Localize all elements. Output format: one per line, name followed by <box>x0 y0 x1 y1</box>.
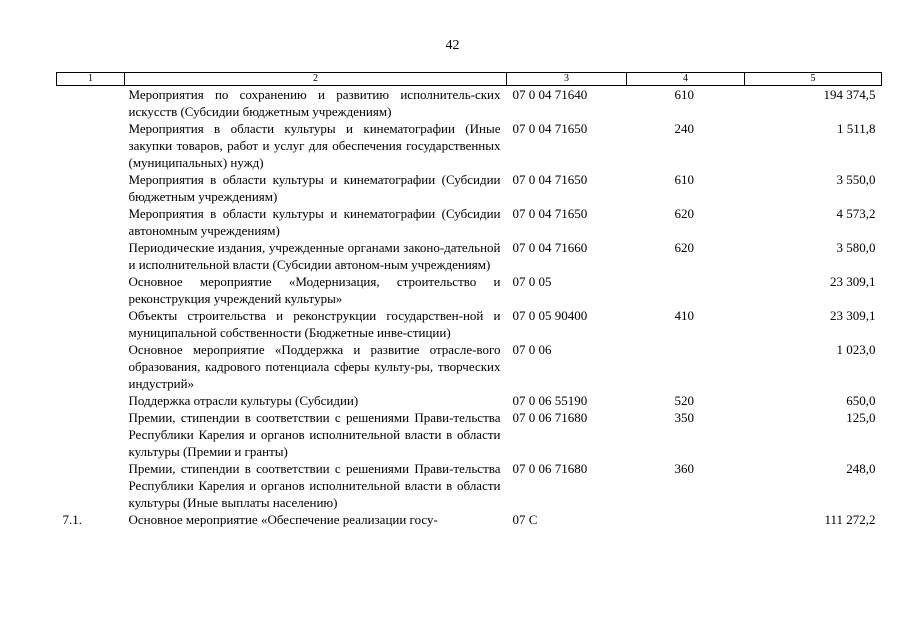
row-expense-type: 350 <box>674 410 694 425</box>
row-name: Мероприятия по сохранению и развитию исполнитель-ских искусств (Субсидии бюджетным учреждениям) <box>128 87 501 119</box>
row-name: Мероприятия в области культуры и кинематографии (Субсидии автономным учреждениям) <box>128 206 501 238</box>
row-expense-type <box>627 273 745 307</box>
row-name: Основное мероприятие «Поддержка и развитие отрасле-вого образования, кадрового потенциала сферы культу-ры, творческих индустрий» <box>128 342 501 391</box>
header-col-2: 2 <box>125 73 507 86</box>
row-amount: 1 023,0 <box>836 342 876 357</box>
row-code: 07 0 04 71660 <box>512 240 588 255</box>
row-name: Мероприятия в области культуры и кинематографии (Субсидии бюджетным учреждениям) <box>128 172 501 204</box>
row-code: 07 0 06 71680 <box>512 461 588 476</box>
row-name: Периодические издания, учрежденные органами законо-дательной и исполнительной власти (Субсидии автоном-ным учреждениям) <box>128 240 501 272</box>
row-number <box>57 341 125 392</box>
budget-table <box>56 72 882 528</box>
row-name: Основное мероприятие «Обеспечение реализации госу- <box>128 512 438 527</box>
row-expense-type: 360 <box>674 461 694 476</box>
row-amount: 3 580,0 <box>836 240 876 255</box>
row-name: Премии, стипендии в соответствии с решениями Прави-тельства Республики Карелия и органов исполнительной власти в области культуры (Премии и гранты) <box>128 410 501 459</box>
row-code: 07 0 04 71650 <box>512 172 588 187</box>
row-amount: 23 309,1 <box>830 274 876 289</box>
table-row <box>57 205 882 239</box>
row-amount: 248,0 <box>846 461 876 476</box>
row-number <box>57 307 125 341</box>
row-name: Премии, стипендии в соответствии с решениями Прави-тельства Республики Карелия и органов исполнительной власти в области культуры (Иные выплаты населению) <box>128 461 501 510</box>
row-expense-type: 620 <box>674 240 694 255</box>
row-name: Поддержка отрасли культуры (Субсидии) <box>128 393 359 408</box>
row-amount: 23 309,1 <box>830 308 876 323</box>
page-number: 42 <box>445 38 460 53</box>
row-expense-type: 610 <box>674 87 694 102</box>
row-expense-type: 410 <box>674 308 694 323</box>
table-row <box>57 86 882 121</box>
row-name: Мероприятия в области культуры и кинематографии (Иные закупки товаров, работ и услуг для обеспечения государственных (муниципальных) нужд) <box>128 121 501 170</box>
row-amount: 194 374,5 <box>823 87 876 102</box>
row-number <box>57 120 125 171</box>
row-number <box>57 239 125 273</box>
row-number <box>57 86 125 121</box>
row-number: 7.1. <box>62 512 82 527</box>
row-number <box>57 171 125 205</box>
table-row <box>57 273 882 307</box>
table-row <box>57 460 882 511</box>
row-expense-type <box>627 341 745 392</box>
row-amount: 3 550,0 <box>836 172 876 187</box>
row-code: 07 0 05 <box>512 274 552 289</box>
row-code: 07 0 06 71680 <box>512 410 588 425</box>
table-row <box>57 341 882 392</box>
header-col-1: 1 <box>57 73 125 86</box>
header-col-5: 5 <box>745 73 882 86</box>
header-row <box>57 73 882 86</box>
table-row <box>57 511 882 528</box>
table-row <box>57 239 882 273</box>
row-code: 07 С <box>512 512 538 527</box>
row-expense-type: 610 <box>674 172 694 187</box>
row-amount: 111 272,2 <box>824 512 876 527</box>
row-expense-type <box>627 511 745 528</box>
row-code: 07 0 06 <box>512 342 552 357</box>
header-col-3: 3 <box>507 73 627 86</box>
row-expense-type: 240 <box>674 121 694 136</box>
row-code: 07 0 04 71640 <box>512 87 588 102</box>
row-name: Основное мероприятие «Модернизация, строительство и реконструкция учреждений культуры» <box>128 274 501 306</box>
row-amount: 650,0 <box>846 393 876 408</box>
row-code: 07 0 04 71650 <box>512 121 588 136</box>
row-number <box>57 409 125 460</box>
row-code: 07 0 04 71650 <box>512 206 588 221</box>
row-amount: 4 573,2 <box>836 206 876 221</box>
row-expense-type: 620 <box>674 206 694 221</box>
row-number <box>57 460 125 511</box>
row-number <box>57 205 125 239</box>
header-col-4: 4 <box>627 73 745 86</box>
row-number <box>57 392 125 409</box>
table-row <box>57 409 882 460</box>
row-amount: 125,0 <box>846 410 876 425</box>
table-row <box>57 307 882 341</box>
row-expense-type: 520 <box>674 393 694 408</box>
table-row <box>57 171 882 205</box>
table-row <box>57 392 882 409</box>
row-name: Объекты строительства и реконструкции государствен-ной и муниципальной собственности (Бюджетные инве-стиции) <box>128 308 501 340</box>
row-code: 07 0 06 55190 <box>512 393 588 408</box>
row-amount: 1 511,8 <box>836 121 876 136</box>
row-code: 07 0 05 90400 <box>512 308 588 323</box>
table-row <box>57 120 882 171</box>
row-number <box>57 273 125 307</box>
